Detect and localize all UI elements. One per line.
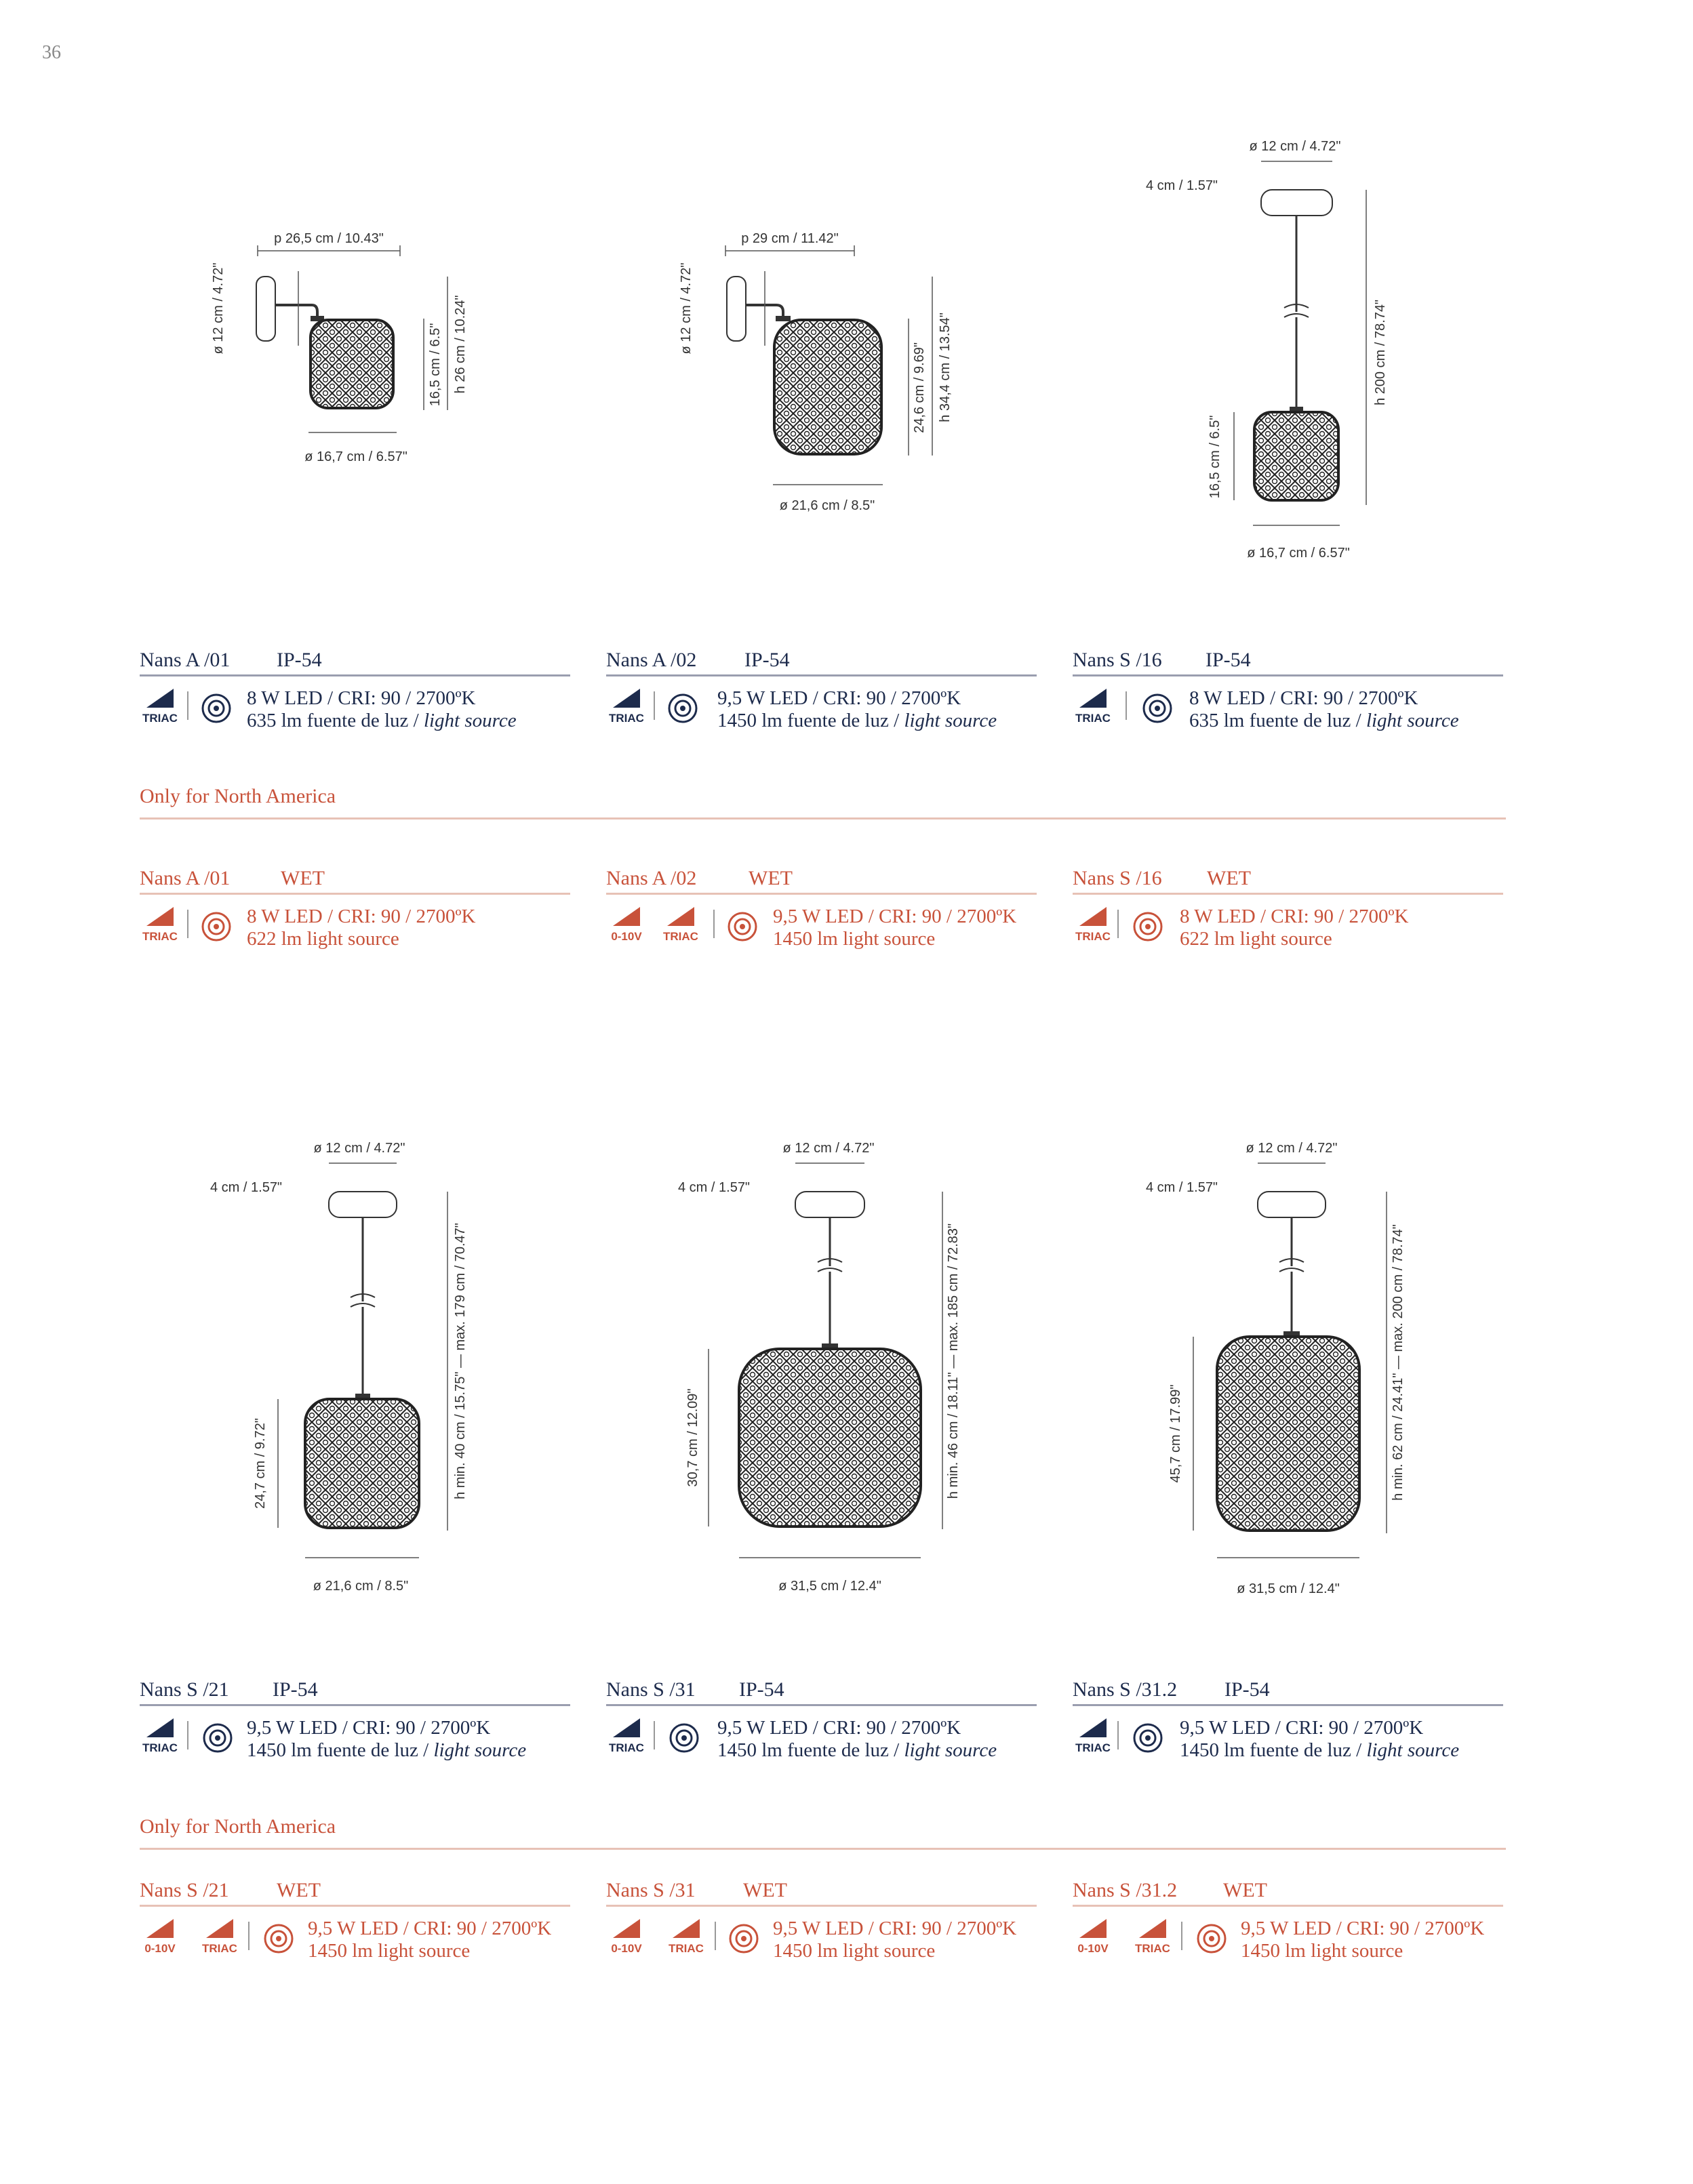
- triac-dimming-icon: TRIAC: [660, 907, 701, 946]
- dim-shade-height: 45,7 cm / 17.99": [1168, 1384, 1183, 1483]
- dim-shade-height: 24,7 cm / 9.72": [253, 1418, 268, 1509]
- dim-width: p 26,5 cm / 10.43": [274, 231, 384, 246]
- model-name: Nans S /31.2: [1073, 1879, 1178, 1901]
- model-name: Nans S /31: [606, 1678, 696, 1701]
- dim-total-height: h 34,4 cm / 13.54": [938, 312, 953, 422]
- dim-canopy: ø 12 cm / 4.72": [679, 262, 694, 355]
- north-america-note-top: [140, 785, 1506, 820]
- ip-rating: IP-54: [273, 1678, 318, 1701]
- dim-diameter: ø 31,5 cm / 12.4": [778, 1579, 881, 1594]
- dim-canopy: ø 12 cm / 4.72": [782, 1141, 875, 1156]
- power-spec: 9,5 W LED / CRI: 90 / 2700ºK: [1180, 1717, 1424, 1739]
- triac-dimming-icon: TRIAC: [199, 1919, 240, 1958]
- lumen-spec: 1450 lm fuente de luz /: [717, 710, 904, 731]
- wet-rating: WET: [749, 867, 793, 889]
- lumen-spec-en: light source: [423, 710, 517, 731]
- model-name: Nans S /31: [606, 1879, 696, 1901]
- light-source-icon: [728, 1923, 759, 1954]
- power-spec: 9,5 W LED / CRI: 90 / 2700ºK: [773, 1918, 1017, 1939]
- drawing-nans-s21: [203, 1131, 502, 1605]
- drawing-nans-a01: [203, 217, 488, 474]
- model-name: Nans A /01: [140, 867, 231, 889]
- lumen-spec: 1450 lm light source: [308, 1940, 471, 1962]
- power-spec: 9,5 W LED / CRI: 90 / 2700ºK: [1241, 1918, 1485, 1939]
- light-source-icon: [667, 693, 698, 724]
- lumen-spec: 1450 lm light source: [773, 928, 936, 950]
- wet-rating: WET: [743, 1879, 787, 1901]
- dim-total-height: h 200 cm / 78.74": [1373, 299, 1388, 406]
- lumen-spec-en: light source: [1366, 710, 1459, 731]
- dim-canopy: ø 12 cm / 4.72": [211, 262, 226, 355]
- power-spec: 9,5 W LED / CRI: 90 / 2700ºK: [717, 1717, 961, 1739]
- light-source-icon: [727, 911, 758, 942]
- drawing-nans-s31: [671, 1131, 970, 1605]
- lumen-spec: 635 lm fuente de luz /: [247, 710, 424, 731]
- triac-dimming-icon: TRIAC: [140, 689, 180, 728]
- power-spec: 9,5 W LED / CRI: 90 / 2700ºK: [308, 1918, 552, 1939]
- power-spec: 9,5 W LED / CRI: 90 / 2700ºK: [247, 1717, 491, 1739]
- model-name: Nans S /16: [1073, 867, 1162, 889]
- model-name: Nans A /01: [140, 649, 231, 671]
- model-name: Nans S /21: [140, 1678, 229, 1701]
- power-spec: 8 W LED / CRI: 90 / 2700ºK: [247, 687, 476, 709]
- dim-shade-height: 16,5 cm / 6.5": [1208, 415, 1222, 499]
- light-source-icon: [1196, 1923, 1227, 1954]
- dim-canopy-height: 4 cm / 1.57": [1146, 178, 1218, 193]
- spec-nans-s16: [1073, 647, 1503, 731]
- dim-canopy: ø 12 cm / 4.72": [1246, 1141, 1338, 1156]
- lumen-spec-en: light source: [433, 1739, 527, 1761]
- dim-shade-height: 16,5 cm / 6.5": [428, 323, 443, 407]
- spec-nans-s31: [606, 1677, 1037, 1760]
- lumen-spec-en: light source: [904, 1739, 997, 1761]
- lumen-spec: 635 lm fuente de luz /: [1189, 710, 1366, 731]
- zero-ten-dimming-icon: 0-10V: [606, 907, 647, 946]
- dim-diameter: ø 21,6 cm / 8.5": [779, 498, 875, 513]
- triac-dimming-icon: TRIAC: [606, 1718, 647, 1758]
- lumen-spec: 622 lm light source: [247, 928, 399, 950]
- triac-dimming-icon: TRIAC: [1073, 1718, 1113, 1758]
- lumen-spec: 1450 lm fuente de luz /: [717, 1739, 904, 1761]
- model-name: Nans S /31.2: [1073, 1678, 1178, 1701]
- dim-canopy: ø 12 cm / 4.72": [1249, 139, 1341, 154]
- dim-shade-height: 24,6 cm / 9.69": [912, 342, 927, 433]
- divider: [140, 1848, 1506, 1850]
- wet-rating: WET: [1207, 867, 1251, 889]
- lumen-spec: 1450 lm fuente de luz /: [1180, 1739, 1367, 1761]
- dim-total-height: h min. 40 cm / 15.75" — max. 179 cm / 70.47": [453, 1223, 468, 1499]
- dim-width: p 29 cm / 11.42": [741, 231, 839, 246]
- light-source-icon: [202, 1722, 233, 1754]
- dim-canopy-height: 4 cm / 1.57": [678, 1180, 751, 1195]
- light-source-icon: [1132, 1722, 1163, 1754]
- spec-nans-s312: [1073, 1677, 1503, 1760]
- north-america-label: Only for North America: [140, 785, 336, 807]
- light-source-icon: [201, 911, 232, 942]
- drawing-nans-a02: [671, 217, 970, 522]
- ip-rating: IP-54: [739, 1678, 784, 1701]
- zero-ten-dimming-icon: 0-10V: [140, 1919, 180, 1958]
- light-source-icon: [201, 693, 232, 724]
- dim-diameter: ø 21,6 cm / 8.5": [313, 1579, 409, 1594]
- dim-canopy-height: 4 cm / 1.57": [1146, 1180, 1218, 1195]
- triac-dimming-icon: TRIAC: [140, 907, 180, 946]
- ip-rating: IP-54: [744, 649, 790, 671]
- wet-spec-nans-a01: [140, 866, 570, 949]
- drawing-nans-s312: [1139, 1131, 1437, 1605]
- wet-spec-nans-s31: [606, 1878, 1037, 1961]
- light-source-icon: [1142, 693, 1173, 724]
- power-spec: 8 W LED / CRI: 90 / 2700ºK: [1189, 687, 1418, 709]
- light-source-icon: [669, 1722, 700, 1754]
- drawing-nans-s16: [1139, 129, 1424, 563]
- power-spec: 9,5 W LED / CRI: 90 / 2700ºK: [773, 906, 1017, 927]
- dim-diameter: ø 16,7 cm / 6.57": [304, 449, 407, 464]
- lumen-spec-en: light source: [1366, 1739, 1460, 1761]
- wet-rating: WET: [277, 1879, 321, 1901]
- lumen-spec: 1450 lm fuente de luz /: [247, 1739, 434, 1761]
- model-name: Nans A /02: [606, 867, 697, 889]
- lumen-spec: 1450 lm light source: [773, 1940, 936, 1962]
- wet-rating: WET: [281, 867, 325, 889]
- zero-ten-dimming-icon: 0-10V: [1073, 1919, 1113, 1958]
- page-number: 36: [42, 42, 61, 63]
- ip-rating: IP-54: [277, 649, 322, 671]
- power-spec: 8 W LED / CRI: 90 / 2700ºK: [1180, 906, 1409, 927]
- light-source-icon: [1132, 911, 1163, 942]
- wet-spec-nans-a02: [606, 866, 1037, 949]
- dim-canopy-height: 4 cm / 1.57": [210, 1180, 283, 1195]
- triac-dimming-icon: TRIAC: [140, 1718, 180, 1758]
- dim-total-height: h min. 62 cm / 24.41" — max. 200 cm / 78.74": [1391, 1224, 1406, 1501]
- north-america-label: Only for North America: [140, 1815, 336, 1838]
- wet-spec-nans-s16: [1073, 866, 1503, 949]
- lumen-spec: 622 lm light source: [1180, 928, 1332, 950]
- ip-rating: IP-54: [1206, 649, 1251, 671]
- triac-dimming-icon: TRIAC: [1073, 907, 1113, 946]
- model-name: Nans S /21: [140, 1879, 229, 1901]
- dim-diameter: ø 16,7 cm / 6.57": [1247, 546, 1350, 561]
- north-america-note-bottom: [140, 1815, 1506, 1850]
- dim-diameter: ø 31,5 cm / 12.4": [1237, 1581, 1340, 1596]
- triac-dimming-icon: TRIAC: [1132, 1919, 1173, 1958]
- ip-rating: IP-54: [1224, 1678, 1270, 1701]
- spec-nans-s21: [140, 1677, 570, 1760]
- model-name: Nans S /16: [1073, 649, 1162, 671]
- wet-spec-nans-s312: [1073, 1878, 1503, 1961]
- power-spec: 8 W LED / CRI: 90 / 2700ºK: [247, 906, 476, 927]
- model-name: Nans A /02: [606, 649, 697, 671]
- zero-ten-dimming-icon: 0-10V: [606, 1919, 647, 1958]
- dim-total-height: h min. 46 cm / 18.11" — max. 185 cm / 72.83": [946, 1223, 961, 1499]
- lumen-spec-en: light source: [904, 710, 997, 731]
- spec-nans-a01: [140, 647, 570, 731]
- dim-total-height: h 26 cm / 10.24": [453, 295, 468, 394]
- dim-shade-height: 30,7 cm / 12.09": [685, 1388, 700, 1487]
- triac-dimming-icon: TRIAC: [666, 1919, 706, 1958]
- light-source-icon: [263, 1923, 294, 1954]
- spec-nans-a02: [606, 647, 1037, 731]
- wet-rating: WET: [1223, 1879, 1267, 1901]
- lumen-spec: 1450 lm light source: [1241, 1940, 1403, 1962]
- power-spec: 9,5 W LED / CRI: 90 / 2700ºK: [717, 687, 961, 709]
- triac-dimming-icon: TRIAC: [606, 689, 647, 728]
- triac-dimming-icon: TRIAC: [1073, 689, 1113, 728]
- dim-canopy: ø 12 cm / 4.72": [313, 1141, 405, 1156]
- wet-spec-nans-s21: [140, 1878, 570, 1961]
- divider: [140, 817, 1506, 820]
